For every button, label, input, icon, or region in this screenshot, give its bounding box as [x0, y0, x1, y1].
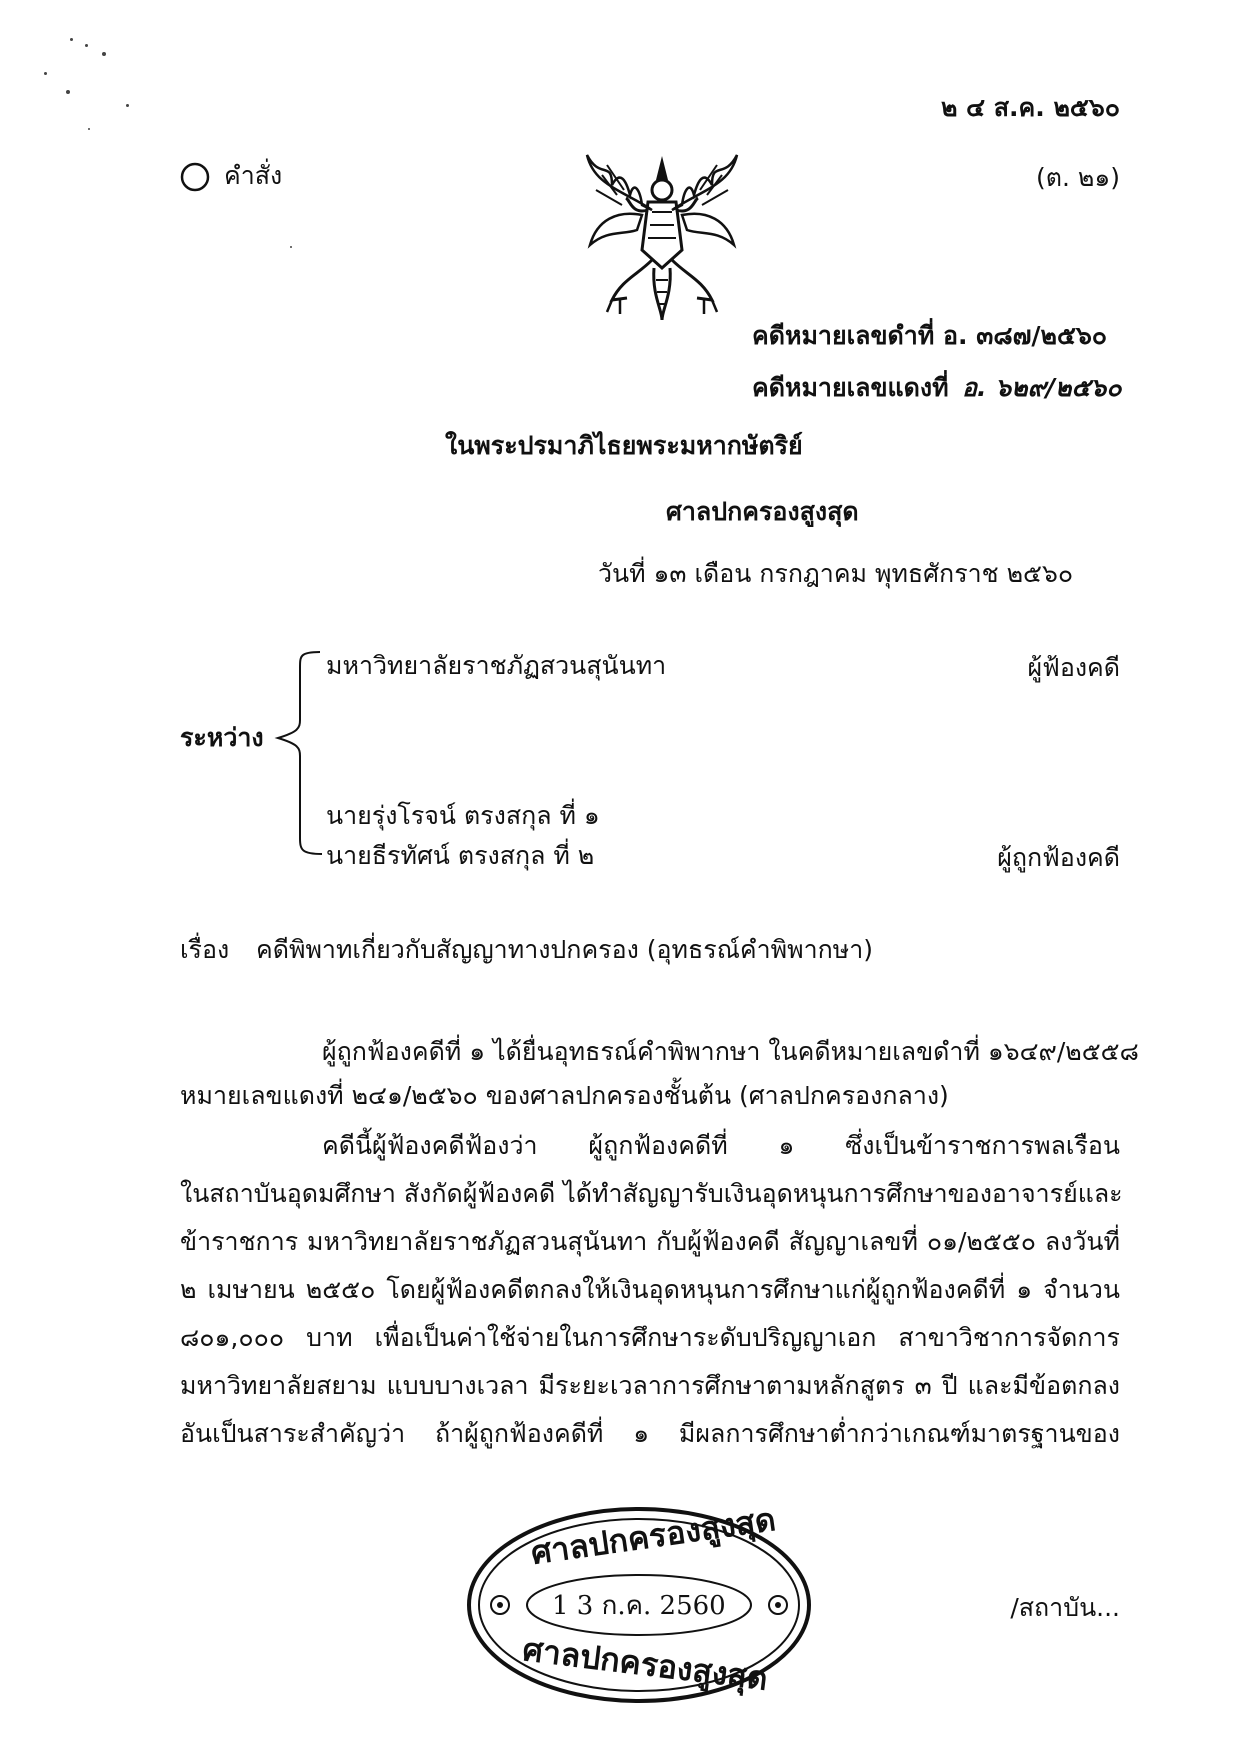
- body-line: ๒ เมษายน ๒๕๕๐ โดยผู้ฟ้องคดีตกลงให้เงินอุดหนุนการศึกษาแก่ผู้ถูกฟ้องคดีที่ ๑ จำนวน: [180, 1275, 1120, 1304]
- defendant-role: ผู้ถูกฟ้องคดี: [997, 843, 1120, 872]
- scan-speck: [85, 44, 88, 47]
- subject-label: เรื่อง: [180, 935, 230, 964]
- order-label: คำสั่ง: [224, 161, 283, 190]
- court-name: ศาลปกครองสูงสุด: [666, 497, 859, 526]
- body-line: ๘๐๑,๐๐๐ บาท เพื่อเป็นค่าใช้จ่ายในการศึกษาระดับปริญญาเอก สาขาวิชาการจัดการ: [180, 1323, 1120, 1352]
- scan-speck: [290, 246, 292, 248]
- judgment-date: วันที่ ๑๓ เดือน กรกฎาคม พุทธศักราช ๒๕๖๐: [598, 559, 1074, 588]
- body-line: ผู้ถูกฟ้องคดีที่ ๑ ได้ยื่นอุทธรณ์คำพิพากษา ในคดีหมายเลขดำที่ ๑๖๔๙/๒๕๕๘: [322, 1037, 1139, 1066]
- scan-speck: [44, 72, 47, 75]
- body-line: ในสถาบันอุดมศึกษา สังกัดผู้ฟ้องคดี ได้ทำสัญญารับเงินอุดหนุนการศึกษาของอาจารย์และ: [180, 1179, 1123, 1208]
- scan-speck: [70, 38, 73, 41]
- stamp-date: 1 3 ก.ค. 2560: [552, 1591, 726, 1621]
- body-line: ข้าราชการ มหาวิทยาลัยราชภัฏสวนสุนันทา กับผู้ฟ้องคดี สัญญาเลขที่ ๐๑/๒๕๕๐ ลงวันที่: [180, 1227, 1120, 1256]
- black-case-number: คดีหมายเลขดำที่ อ. ๓๘๗/๒๕๖๐: [752, 321, 1108, 350]
- form-code: (ต. ๒๑): [1036, 163, 1120, 192]
- royal-invocation: ในพระปรมาภิไธยพระมหากษัตริย์: [445, 431, 803, 460]
- scan-speck: [126, 104, 129, 107]
- defendant-2: นายธีรทัศน์ ตรงสกุล ที่ ๒: [326, 841, 595, 870]
- body-line: คดีนี้ผู้ฟ้องคดีฟ้องว่า ผู้ถูกฟ้องคดีที่ ๑ ซึ่งเป็นข้าราชการพลเรือน: [322, 1131, 1120, 1160]
- plaintiff-role: ผู้ฟ้องคดี: [1027, 653, 1120, 682]
- garuda-emblem-icon: [582, 150, 742, 330]
- plaintiff-name: มหาวิทยาลัยราชภัฏสวนสุนันทา: [326, 651, 667, 680]
- subject-text: คดีพิพาทเกี่ยวกับสัญญาทางปกครอง (อุทธรณ์คำพิพากษา): [256, 935, 874, 964]
- between-label: ระหว่าง: [180, 723, 264, 752]
- body-line: มหาวิทยาลัยสยาม แบบบางเวลา มีระยะเวลาการศึกษาตามหลักสูตร ๓ ปี และมีข้อตกลง: [180, 1371, 1120, 1400]
- circle-mark-icon: [180, 162, 210, 192]
- parties-brace-icon: [270, 650, 330, 860]
- scan-speck: [88, 128, 90, 130]
- red-case-label: คดีหมายเลขแดงที่: [752, 373, 949, 402]
- continuation-marker: /สถาบัน...: [1010, 1593, 1120, 1622]
- scan-speck: [66, 90, 70, 94]
- scan-speck: [102, 52, 106, 56]
- defendant-1: นายรุ่งโรจน์ ตรงสกุล ที่ ๑: [326, 801, 600, 830]
- body-line: อันเป็นสาระสำคัญว่า ถ้าผู้ถูกฟ้องคดีที่ ๑ มีผลการศึกษาต่ำกว่าเกณฑ์มาตรฐานของ: [180, 1419, 1120, 1448]
- body-line: หมายเลขแดงที่ ๒๔๑/๒๕๖๐ ของศาลปกครองชั้นต้น (ศาลปกครองกลาง): [180, 1081, 949, 1110]
- received-date: ๒ ๔ ส.ค. ๒๕๖๐: [940, 93, 1120, 122]
- stamp-bottom-text: ศาลปกครองสูงสุด: [520, 1630, 770, 1698]
- stamp-top-text: ศาลปกครองสูงสุด: [528, 1500, 778, 1572]
- red-case-number: อ. ๖๒๙/๒๕๖๐: [962, 373, 1122, 402]
